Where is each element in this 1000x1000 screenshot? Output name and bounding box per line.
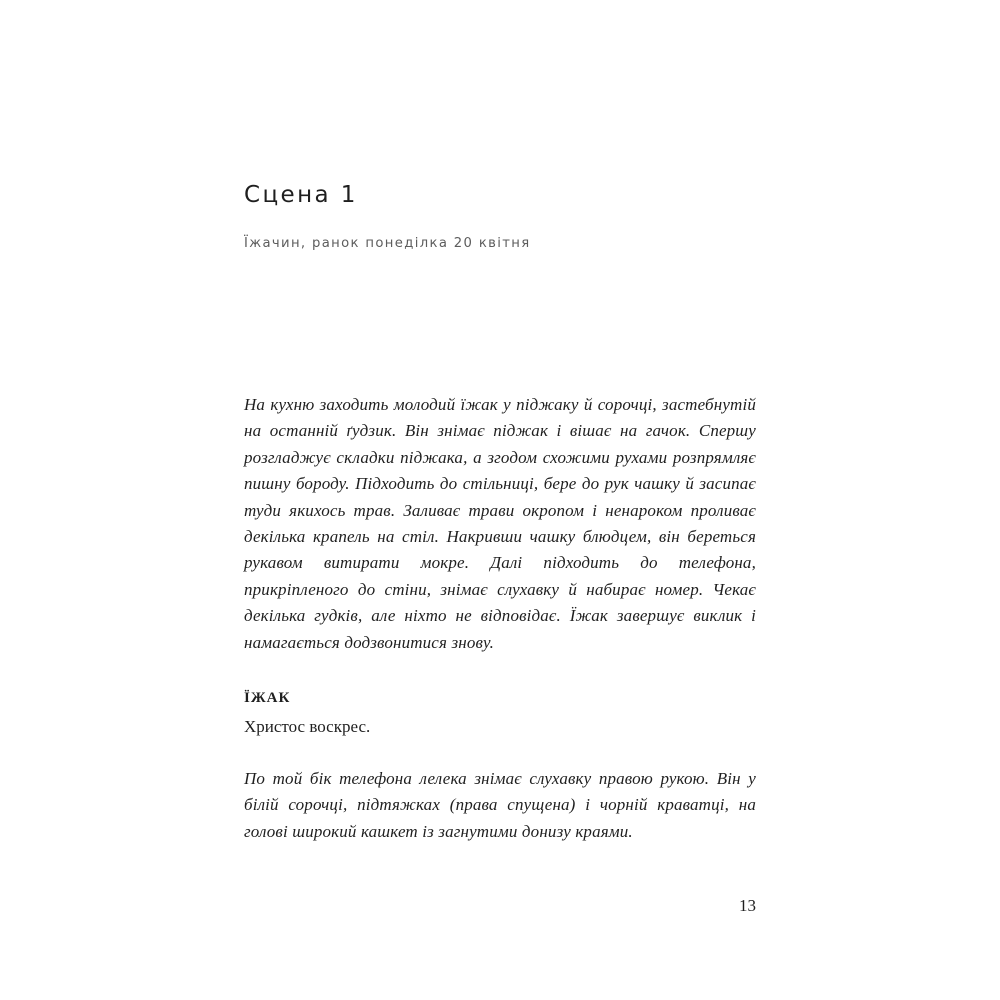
scene-title: Сцена 1 bbox=[244, 182, 358, 208]
stage-direction-stork: По той бік телефона лелека знімає слухавку правою рукою. Він у білій сорочці, підтяжках (права спущена) і чорній краватці, на голові широкий кашкет із загнутими донизу краями. bbox=[244, 769, 756, 841]
scene-subtitle: Їжачин, ранок понеділка 20 квітня bbox=[244, 236, 531, 251]
page-number: 13 bbox=[739, 896, 756, 915]
stage-direction-opening: На кухню заходить молодий їжак у піджаку й сорочці, застебнутій на останній ґудзик. Він знімає піджак і вішає на гачок. Спершу розгладжує складки піджака, а згодом схожими рухами розпрямляє пишну бороду. Підходить до стільниці, бере до рук чашку й засипає туди якихось трав. Заливає трави окропом і ненароком проливає декілька крапель на стіл. Накривши чашку блюдцем, він береться рукавом витирати мокре. Далі підходить до телефона, прикріпленого до стіни, знімає слухавку й набирає номер. Чекає декілька гудків, але ніхто не відповідає. Їжак завершує виклик і намагається додзвонитися знову. bbox=[244, 395, 756, 652]
dialogue-line: Христос воскрес. bbox=[244, 717, 371, 736]
speaker-name: ЇЖАК bbox=[244, 690, 291, 706]
